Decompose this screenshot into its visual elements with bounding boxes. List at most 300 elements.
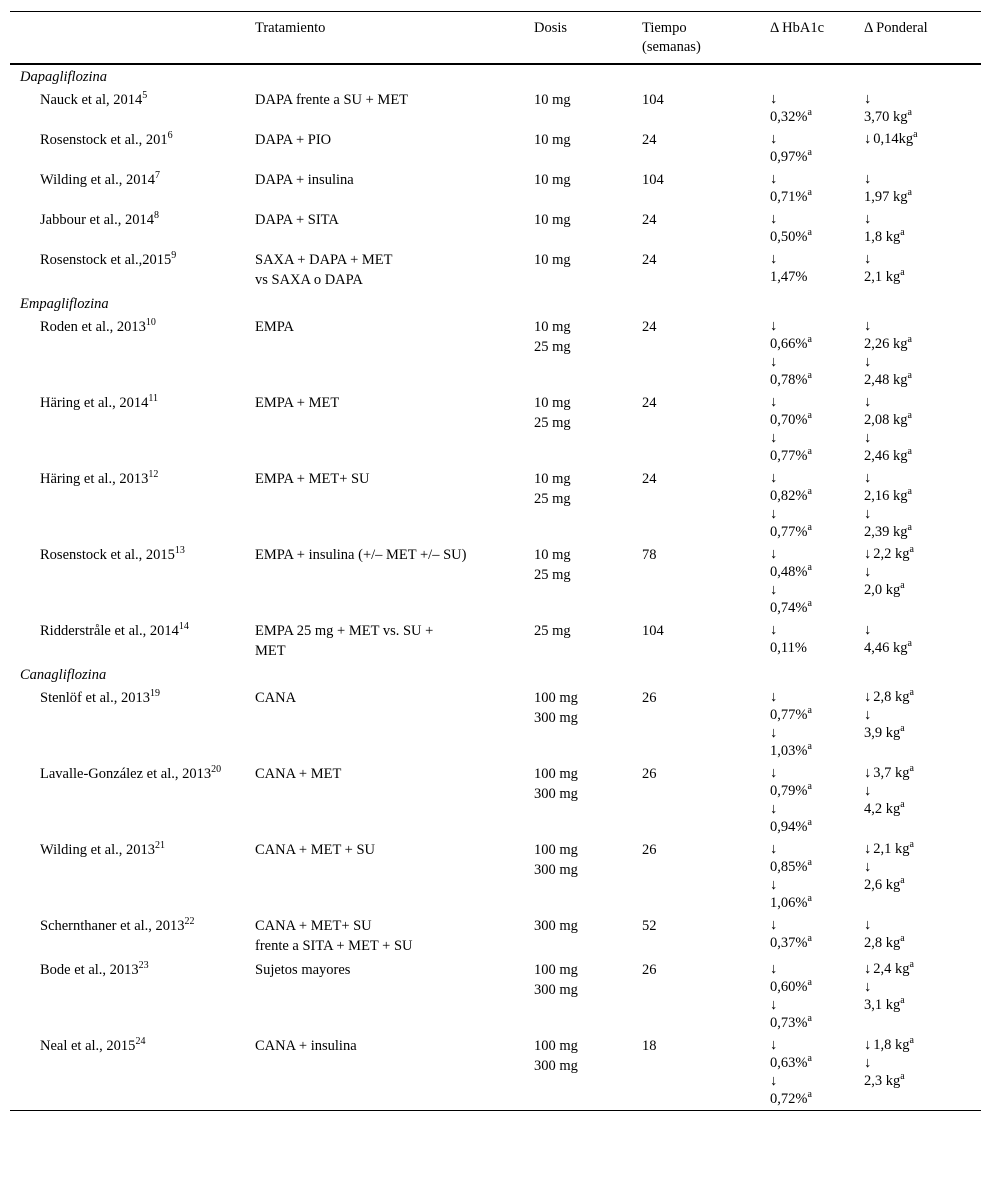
weight-value bbox=[864, 1072, 981, 1090]
time-cell: 24 bbox=[642, 395, 657, 411]
significance-mark: a bbox=[807, 334, 812, 346]
significance-mark: a bbox=[807, 977, 812, 989]
down-arrow-icon: ↓ bbox=[864, 251, 872, 267]
table-row bbox=[10, 88, 981, 128]
hba1c-number: 0,82% bbox=[770, 488, 808, 504]
weight-number: 2,08 kg bbox=[864, 412, 908, 428]
reference-number: 12 bbox=[148, 469, 159, 481]
dose-cell bbox=[534, 838, 642, 914]
weight-cell bbox=[864, 467, 981, 543]
down-arrow-icon: ↓ bbox=[864, 1055, 872, 1071]
group-name: Dapagliflozina bbox=[20, 69, 108, 85]
treatment-text: CANA + insulina bbox=[255, 1038, 357, 1054]
hba1c-cell bbox=[770, 619, 864, 663]
dose-cell bbox=[534, 1034, 642, 1111]
hba1c-value bbox=[770, 742, 864, 760]
significance-mark: a bbox=[807, 522, 812, 534]
dose-value: 10 mg bbox=[534, 212, 571, 228]
study-name: Rosenstock et al., 201 bbox=[40, 132, 168, 148]
weight-number: 3,70 kg bbox=[864, 109, 908, 125]
down-arrow-icon: ↓ bbox=[864, 765, 872, 781]
hba1c-number: 0,71% bbox=[770, 189, 808, 205]
dose-value: 10 mg bbox=[534, 395, 571, 411]
down-arrow-icon: ↓ bbox=[770, 318, 778, 334]
study-cell bbox=[10, 208, 255, 248]
treatment-text: vs SAXA o DAPA bbox=[255, 272, 363, 288]
dose-value: 300 mg bbox=[534, 982, 578, 998]
study-cell bbox=[10, 88, 255, 128]
hba1c-value bbox=[770, 335, 864, 353]
time-cell: 24 bbox=[642, 319, 657, 335]
dose-cell bbox=[534, 686, 642, 762]
down-arrow-icon: ↓ bbox=[770, 1037, 778, 1053]
weight-value bbox=[864, 581, 981, 599]
down-arrow-icon: ↓ bbox=[864, 979, 872, 995]
study-name: Bode et al., 2013 bbox=[40, 962, 139, 978]
hba1c-cell bbox=[770, 315, 864, 391]
study-name: Wilding et al., 2014 bbox=[40, 172, 155, 188]
study-name: Rosenstock et al., 2015 bbox=[40, 547, 175, 563]
significance-mark: a bbox=[900, 799, 905, 811]
significance-mark: a bbox=[807, 705, 812, 717]
study-name: Rosenstock et al.,2015 bbox=[40, 252, 172, 268]
treatment-text: DAPA + insulina bbox=[255, 172, 354, 188]
reference-number: 19 bbox=[149, 688, 160, 700]
down-arrow-icon: ↓ bbox=[770, 171, 778, 187]
hba1c-number: 0,66% bbox=[770, 336, 808, 352]
weight-number: 2,16 kg bbox=[864, 488, 908, 504]
dose-value: 25 mg bbox=[534, 623, 571, 639]
significance-mark: a bbox=[900, 995, 905, 1007]
hba1c-number: 0,70% bbox=[770, 412, 808, 428]
down-arrow-icon: ↓ bbox=[770, 582, 778, 598]
down-arrow-icon: ↓ bbox=[770, 430, 778, 446]
weight-cell bbox=[864, 543, 981, 619]
dose-value: 300 mg bbox=[534, 918, 578, 934]
dose-value: 100 mg bbox=[534, 1038, 578, 1054]
down-arrow-icon: ↓ bbox=[770, 765, 778, 781]
down-arrow-icon: ↓ bbox=[864, 841, 872, 857]
hba1c-value bbox=[770, 1090, 864, 1108]
dose-value: 300 mg bbox=[534, 710, 578, 726]
weight-number: 1,8 kg bbox=[864, 229, 901, 245]
significance-mark: a bbox=[909, 1035, 914, 1047]
down-arrow-icon: ↓ bbox=[770, 506, 778, 522]
hba1c-value bbox=[770, 599, 864, 617]
study-name: Stenlöf et al., 2013 bbox=[40, 690, 150, 706]
weight-number: 2,1 kg bbox=[873, 841, 910, 857]
weight-number: 2,2 kg bbox=[873, 546, 910, 562]
dose-value: 25 mg bbox=[534, 339, 571, 355]
hba1c-value bbox=[770, 1054, 864, 1072]
study-cell bbox=[10, 467, 255, 543]
significance-mark: a bbox=[907, 107, 912, 119]
hba1c-value bbox=[770, 487, 864, 505]
hba1c-value bbox=[770, 447, 864, 465]
down-arrow-icon: ↓ bbox=[864, 546, 872, 562]
weight-value bbox=[864, 800, 981, 818]
hba1c-number: 0,48% bbox=[770, 564, 808, 580]
dose-value: 10 mg bbox=[534, 132, 571, 148]
treatment-text: CANA + MET + SU bbox=[255, 842, 376, 858]
table-row bbox=[10, 168, 981, 208]
dose-value: 10 mg bbox=[534, 471, 571, 487]
treatment-cell bbox=[255, 619, 534, 663]
hba1c-number: 0,77% bbox=[770, 524, 808, 540]
treatment-text: CANA + MET bbox=[255, 766, 342, 782]
down-arrow-icon: ↓ bbox=[864, 91, 872, 107]
reference-number: 5 bbox=[142, 90, 148, 102]
weight-cell bbox=[864, 391, 981, 467]
significance-mark: a bbox=[907, 187, 912, 199]
group-header-row bbox=[10, 64, 981, 88]
weight-cell bbox=[864, 914, 981, 958]
significance-mark: a bbox=[807, 410, 812, 422]
down-arrow-icon: ↓ bbox=[770, 1073, 778, 1089]
treatment-text: Sujetos mayores bbox=[255, 962, 351, 978]
down-arrow-icon: ↓ bbox=[770, 546, 778, 562]
hba1c-cell bbox=[770, 208, 864, 248]
table-row bbox=[10, 686, 981, 762]
significance-mark: a bbox=[807, 893, 812, 905]
significance-mark: a bbox=[909, 687, 914, 699]
table-header-row bbox=[10, 12, 981, 65]
study-name: Neal et al., 2015 bbox=[40, 1038, 136, 1054]
time-cell: 24 bbox=[642, 132, 657, 148]
significance-mark: a bbox=[900, 580, 905, 592]
treatment-text: EMPA + MET+ SU bbox=[255, 471, 370, 487]
weight-cell bbox=[864, 958, 981, 1034]
treatment-text: EMPA + insulina (+/– MET +/– SU) bbox=[255, 547, 467, 563]
study-name: Lavalle-González et al., 2013 bbox=[40, 766, 212, 782]
down-arrow-icon: ↓ bbox=[864, 564, 872, 580]
weight-number: 4,46 kg bbox=[864, 640, 908, 656]
significance-mark: a bbox=[807, 741, 812, 753]
hba1c-value bbox=[770, 148, 864, 166]
hba1c-value bbox=[770, 268, 864, 286]
dose-value: 10 mg bbox=[534, 172, 571, 188]
dose-value: 100 mg bbox=[534, 962, 578, 978]
reference-number: 14 bbox=[178, 621, 189, 633]
weight-number: 4,2 kg bbox=[864, 801, 901, 817]
weight-value bbox=[864, 523, 981, 541]
study-name: Häring et al., 2014 bbox=[40, 395, 149, 411]
weight-value bbox=[864, 371, 981, 389]
weight-value bbox=[864, 108, 981, 126]
hba1c-cell bbox=[770, 467, 864, 543]
significance-mark: a bbox=[900, 1071, 905, 1083]
weight-number: 3,7 kg bbox=[873, 765, 910, 781]
down-arrow-icon: ↓ bbox=[770, 131, 778, 147]
down-arrow-icon: ↓ bbox=[770, 877, 778, 893]
significance-mark: a bbox=[900, 933, 905, 945]
significance-mark: a bbox=[807, 486, 812, 498]
treatment-text: EMPA 25 mg + MET vs. SU + bbox=[255, 623, 434, 639]
hba1c-number: 1,06% bbox=[770, 895, 808, 911]
weight-number: 2,8 kg bbox=[873, 689, 910, 705]
study-cell bbox=[10, 914, 255, 958]
down-arrow-icon: ↓ bbox=[864, 354, 872, 370]
down-arrow-icon: ↓ bbox=[864, 917, 872, 933]
reference-number: 23 bbox=[138, 960, 149, 972]
time-cell: 26 bbox=[642, 962, 657, 978]
study-name: Nauck et al, 2014 bbox=[40, 92, 143, 108]
table-row bbox=[10, 543, 981, 619]
header-time-line2: (semanas) bbox=[642, 39, 701, 55]
weight-value bbox=[864, 724, 981, 742]
weight-cell bbox=[864, 838, 981, 914]
time-cell: 26 bbox=[642, 842, 657, 858]
weight-number: 2,0 kg bbox=[864, 582, 901, 598]
dose-value: 300 mg bbox=[534, 862, 578, 878]
down-arrow-icon: ↓ bbox=[864, 783, 872, 799]
treatment-cell bbox=[255, 958, 534, 1034]
reference-number: 13 bbox=[174, 545, 185, 557]
table-row bbox=[10, 762, 981, 838]
weight-number: 1,8 kg bbox=[873, 1037, 910, 1053]
treatment-cell bbox=[255, 128, 534, 168]
time-cell: 78 bbox=[642, 547, 657, 563]
dose-value: 10 mg bbox=[534, 319, 571, 335]
significance-mark: a bbox=[907, 638, 912, 650]
study-cell bbox=[10, 391, 255, 467]
treatment-cell bbox=[255, 838, 534, 914]
hba1c-cell bbox=[770, 168, 864, 208]
weight-number: 2,1 kg bbox=[864, 269, 901, 285]
hba1c-value bbox=[770, 1014, 864, 1032]
study-cell bbox=[10, 315, 255, 391]
down-arrow-icon: ↓ bbox=[864, 506, 872, 522]
hba1c-number: 0,85% bbox=[770, 859, 808, 875]
treatment-text: frente a SITA + MET + SU bbox=[255, 938, 413, 954]
significance-mark: a bbox=[807, 370, 812, 382]
down-arrow-icon: ↓ bbox=[864, 394, 872, 410]
significance-mark: a bbox=[907, 410, 912, 422]
significance-mark: a bbox=[807, 817, 812, 829]
weight-number: 3,1 kg bbox=[864, 997, 901, 1013]
hba1c-value bbox=[770, 818, 864, 836]
hba1c-number: 1,47% bbox=[770, 269, 808, 285]
weight-cell bbox=[864, 168, 981, 208]
study-cell bbox=[10, 838, 255, 914]
hba1c-number: 1,03% bbox=[770, 743, 808, 759]
treatment-text: DAPA frente a SU + MET bbox=[255, 92, 409, 108]
dose-cell bbox=[534, 543, 642, 619]
study-cell bbox=[10, 958, 255, 1034]
down-arrow-icon: ↓ bbox=[770, 354, 778, 370]
down-arrow-icon: ↓ bbox=[770, 394, 778, 410]
hba1c-cell bbox=[770, 543, 864, 619]
dose-value: 25 mg bbox=[534, 415, 571, 431]
table-row bbox=[10, 958, 981, 1034]
dose-value: 10 mg bbox=[534, 252, 571, 268]
reference-number: 8 bbox=[153, 210, 159, 222]
treatment-cell bbox=[255, 543, 534, 619]
weight-number: 2,48 kg bbox=[864, 372, 908, 388]
treatment-cell bbox=[255, 686, 534, 762]
down-arrow-icon: ↓ bbox=[864, 622, 872, 638]
significance-mark: a bbox=[807, 1053, 812, 1065]
significance-mark: a bbox=[909, 763, 914, 775]
weight-value bbox=[864, 268, 981, 286]
dose-value: 10 mg bbox=[534, 547, 571, 563]
significance-mark: a bbox=[807, 1089, 812, 1101]
hba1c-number: 0,37% bbox=[770, 935, 808, 951]
hba1c-number: 0,11% bbox=[770, 640, 807, 656]
table-row bbox=[10, 1034, 981, 1111]
dose-cell bbox=[534, 467, 642, 543]
hba1c-value bbox=[770, 639, 864, 657]
treatment-text: CANA bbox=[255, 690, 297, 706]
weight-cell bbox=[864, 762, 981, 838]
hba1c-cell bbox=[770, 914, 864, 958]
table-row bbox=[10, 914, 981, 958]
weight-value bbox=[864, 335, 981, 353]
weight-number: 2,26 kg bbox=[864, 336, 908, 352]
time-cell: 104 bbox=[642, 623, 664, 639]
weight-cell bbox=[864, 619, 981, 663]
significance-mark: a bbox=[907, 334, 912, 346]
treatment-cell bbox=[255, 914, 534, 958]
dose-cell bbox=[534, 315, 642, 391]
dose-value: 100 mg bbox=[534, 766, 578, 782]
dose-value: 25 mg bbox=[534, 491, 571, 507]
significance-mark: a bbox=[807, 147, 812, 159]
down-arrow-icon: ↓ bbox=[864, 470, 872, 486]
weight-number: 3,9 kg bbox=[864, 725, 901, 741]
weight-number: 2,3 kg bbox=[864, 1073, 901, 1089]
hba1c-number: 0,74% bbox=[770, 600, 808, 616]
treatment-cell bbox=[255, 762, 534, 838]
weight-value bbox=[864, 188, 981, 206]
reference-number: 11 bbox=[148, 393, 158, 405]
dose-cell bbox=[534, 391, 642, 467]
down-arrow-icon: ↓ bbox=[864, 131, 872, 147]
table-row bbox=[10, 619, 981, 663]
down-arrow-icon: ↓ bbox=[770, 91, 778, 107]
weight-cell bbox=[864, 88, 981, 128]
study-cell bbox=[10, 1034, 255, 1111]
hba1c-number: 0,94% bbox=[770, 819, 808, 835]
dose-value: 10 mg bbox=[534, 92, 571, 108]
down-arrow-icon: ↓ bbox=[770, 841, 778, 857]
results-table bbox=[10, 11, 981, 1111]
significance-mark: a bbox=[807, 857, 812, 869]
study-name: Häring et al., 2013 bbox=[40, 471, 149, 487]
time-cell: 26 bbox=[642, 766, 657, 782]
significance-mark: a bbox=[909, 544, 914, 556]
hba1c-cell bbox=[770, 838, 864, 914]
study-cell bbox=[10, 762, 255, 838]
dose-value: 100 mg bbox=[534, 690, 578, 706]
time-cell: 52 bbox=[642, 918, 657, 934]
down-arrow-icon: ↓ bbox=[864, 707, 872, 723]
hba1c-value bbox=[770, 411, 864, 429]
weight-value bbox=[864, 447, 981, 465]
weight-value bbox=[864, 411, 981, 429]
significance-mark: a bbox=[900, 723, 905, 735]
hba1c-cell bbox=[770, 686, 864, 762]
treatment-text: EMPA + MET bbox=[255, 395, 340, 411]
significance-mark: a bbox=[900, 875, 905, 887]
header-hba1c: Δ HbA1c bbox=[770, 20, 825, 36]
treatment-cell bbox=[255, 208, 534, 248]
hba1c-value bbox=[770, 188, 864, 206]
weight-value bbox=[864, 545, 981, 563]
treatment-cell bbox=[255, 248, 534, 292]
dose-cell bbox=[534, 168, 642, 208]
study-cell bbox=[10, 686, 255, 762]
significance-mark: a bbox=[807, 227, 812, 239]
hba1c-value bbox=[770, 563, 864, 581]
hba1c-value bbox=[770, 371, 864, 389]
down-arrow-icon: ↓ bbox=[864, 859, 872, 875]
study-name: Wilding et al., 2013 bbox=[40, 842, 155, 858]
significance-mark: a bbox=[807, 446, 812, 458]
time-cell: 104 bbox=[642, 172, 664, 188]
reference-number: 22 bbox=[184, 916, 195, 928]
weight-value bbox=[864, 487, 981, 505]
down-arrow-icon: ↓ bbox=[864, 961, 872, 977]
study-name: Ridderstråle et al., 2014 bbox=[40, 623, 179, 639]
dose-cell bbox=[534, 762, 642, 838]
study-cell bbox=[10, 128, 255, 168]
weight-cell bbox=[864, 1034, 981, 1111]
hba1c-cell bbox=[770, 128, 864, 168]
treatment-text: DAPA + SITA bbox=[255, 212, 339, 228]
hba1c-cell bbox=[770, 88, 864, 128]
weight-value bbox=[864, 688, 981, 706]
time-cell: 26 bbox=[642, 690, 657, 706]
significance-mark: a bbox=[909, 959, 914, 971]
reference-number: 10 bbox=[145, 317, 156, 329]
study-name: Jabbour et al., 2014 bbox=[40, 212, 154, 228]
dose-cell bbox=[534, 914, 642, 958]
hba1c-cell bbox=[770, 1034, 864, 1111]
treatment-text: EMPA bbox=[255, 319, 294, 335]
down-arrow-icon: ↓ bbox=[770, 622, 778, 638]
table-row bbox=[10, 315, 981, 391]
dose-cell bbox=[534, 958, 642, 1034]
study-cell bbox=[10, 543, 255, 619]
treatment-cell bbox=[255, 88, 534, 128]
significance-mark: a bbox=[907, 486, 912, 498]
down-arrow-icon: ↓ bbox=[770, 801, 778, 817]
significance-mark: a bbox=[807, 1013, 812, 1025]
hba1c-value bbox=[770, 894, 864, 912]
hba1c-value bbox=[770, 978, 864, 996]
weight-number: 1,97 kg bbox=[864, 189, 908, 205]
table-row bbox=[10, 128, 981, 168]
hba1c-value bbox=[770, 523, 864, 541]
hba1c-number: 0,32% bbox=[770, 109, 808, 125]
reference-number: 24 bbox=[135, 1036, 146, 1048]
down-arrow-icon: ↓ bbox=[770, 961, 778, 977]
header-study bbox=[10, 12, 255, 65]
group-name: Canagliflozina bbox=[20, 667, 107, 683]
significance-mark: a bbox=[807, 107, 812, 119]
reference-number: 7 bbox=[155, 170, 160, 182]
header-dose: Dosis bbox=[534, 20, 568, 36]
hba1c-number: 0,63% bbox=[770, 1055, 808, 1071]
weight-value bbox=[864, 130, 981, 148]
hba1c-number: 0,79% bbox=[770, 783, 808, 799]
hba1c-cell bbox=[770, 248, 864, 292]
dose-value: 300 mg bbox=[534, 786, 578, 802]
treatment-text: DAPA + PIO bbox=[255, 132, 332, 148]
weight-value bbox=[864, 764, 981, 782]
down-arrow-icon: ↓ bbox=[864, 689, 872, 705]
